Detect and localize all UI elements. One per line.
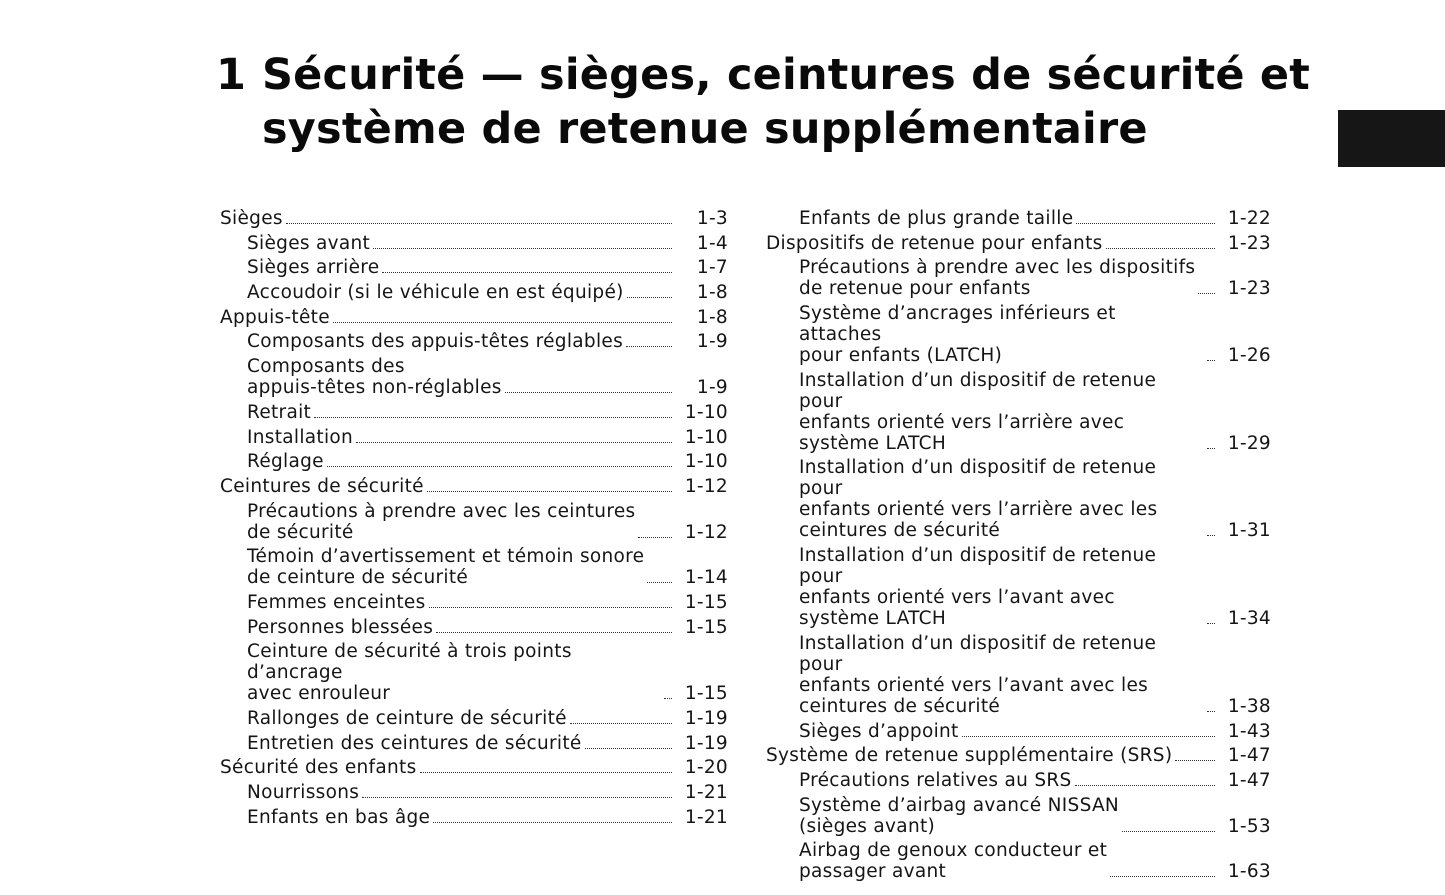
toc-entry-page: 1-38 bbox=[1227, 695, 1271, 717]
toc-entry-page: 1-19 bbox=[684, 732, 728, 754]
toc-left-column bbox=[220, 208, 728, 831]
toc-entry[interactable] bbox=[220, 427, 728, 448]
toc-entry-page: 1-10 bbox=[684, 401, 728, 423]
toc-entry-page: 1-9 bbox=[696, 377, 728, 399]
toc-entry-page: 1-63 bbox=[1227, 861, 1271, 883]
toc-dot-leader bbox=[1076, 223, 1215, 224]
toc-entry-page: 1-8 bbox=[696, 282, 728, 304]
toc-entry-label: Système d’airbag avancé NISSAN (sièges avant) bbox=[799, 794, 1120, 837]
toc-right-column bbox=[766, 208, 1271, 886]
toc-entry-page: 1-12 bbox=[684, 521, 728, 543]
toc-dot-leader bbox=[1207, 623, 1215, 624]
toc-dot-leader bbox=[436, 632, 672, 633]
toc-dot-leader bbox=[585, 748, 672, 749]
toc-entry[interactable] bbox=[766, 303, 1271, 366]
toc-entry-label: Retrait bbox=[247, 401, 312, 423]
toc-entry-page: 1-23 bbox=[1227, 232, 1271, 254]
toc-entry-label: Sièges arrière bbox=[247, 257, 380, 279]
toc-entry[interactable] bbox=[766, 770, 1271, 791]
toc-dot-leader bbox=[1175, 760, 1215, 761]
toc-entry-label: Accoudoir (si le véhicule en est équipé) bbox=[247, 282, 624, 304]
toc-entry-page: 1-29 bbox=[1227, 432, 1271, 454]
toc-entry[interactable] bbox=[766, 745, 1271, 766]
toc-entry[interactable] bbox=[766, 370, 1271, 454]
toc-dot-leader bbox=[647, 582, 672, 583]
toc-entry-page: 1-4 bbox=[696, 232, 728, 254]
toc-entry-label: Sièges d’appoint bbox=[799, 720, 959, 742]
toc-entry[interactable] bbox=[220, 641, 728, 704]
toc-entry-label: Ceintures de sécurité bbox=[220, 475, 424, 497]
toc-entry-page: 1-47 bbox=[1227, 745, 1271, 767]
toc-entry-page: 1-43 bbox=[1227, 720, 1271, 742]
toc-entry-label: Entretien des ceintures de sécurité bbox=[247, 732, 582, 754]
toc-entry-page: 1-22 bbox=[1227, 208, 1271, 229]
toc-dot-leader bbox=[664, 698, 672, 699]
toc-entry-label: Installation d’un dispositif de retenue pour enfants orienté vers l’avant avec système LATCH bbox=[799, 545, 1157, 630]
toc-entry-label: Système de retenue supplémentaire (SRS) bbox=[766, 745, 1173, 767]
toc-entry-page: 1-21 bbox=[684, 782, 728, 804]
toc-dot-leader bbox=[382, 272, 672, 273]
toc-entry-label: Enfants en bas âge bbox=[247, 806, 431, 828]
toc-entry[interactable] bbox=[220, 807, 728, 828]
toc-dot-leader bbox=[1207, 360, 1215, 361]
toc-dot-leader bbox=[1075, 785, 1215, 786]
toc-entry-page: 1-7 bbox=[696, 257, 728, 279]
toc-entry[interactable] bbox=[220, 282, 728, 303]
chapter-title-line-2: système de retenue supplémentaire bbox=[262, 104, 1148, 154]
toc-dot-leader bbox=[1110, 876, 1215, 877]
toc-entry-label: Nourrissons bbox=[247, 782, 360, 804]
toc-entry[interactable] bbox=[220, 782, 728, 803]
toc-entry-label: Précautions à prendre avec les dispositifs de retenue pour enfants bbox=[799, 257, 1196, 300]
toc-dot-leader bbox=[327, 466, 672, 467]
toc-entry[interactable] bbox=[220, 233, 728, 254]
toc-entry[interactable] bbox=[220, 501, 728, 543]
toc-entry-label: Composants des appuis-têtes réglables bbox=[247, 331, 624, 353]
toc-entry[interactable] bbox=[220, 757, 728, 778]
toc-entry-page: 1-20 bbox=[684, 757, 728, 779]
toc-entry-label: Femmes enceintes bbox=[247, 591, 426, 613]
toc-dot-leader bbox=[286, 223, 672, 224]
toc-dot-leader bbox=[427, 491, 672, 492]
toc-entry[interactable] bbox=[220, 402, 728, 423]
toc-entry-page: 1-21 bbox=[684, 806, 728, 828]
chapter-title-line-1 bbox=[216, 48, 1326, 102]
toc-dot-leader bbox=[1106, 248, 1215, 249]
toc-entry-page: 1-14 bbox=[684, 567, 728, 589]
toc-entry-label: Témoin d’avertissement et témoin sonore de ceinture de sécurité bbox=[247, 546, 645, 589]
toc-entry-label: Airbag de genoux conducteur et passager avant bbox=[799, 840, 1108, 883]
toc-entry[interactable] bbox=[766, 233, 1271, 254]
toc-entry-page: 1-15 bbox=[684, 616, 728, 638]
toc-dot-leader bbox=[373, 248, 672, 249]
toc-entry-label: Sièges bbox=[220, 208, 283, 229]
toc-dot-leader bbox=[1207, 711, 1215, 712]
toc-entry-page: 1-12 bbox=[684, 475, 728, 497]
toc-dot-leader bbox=[420, 772, 672, 773]
toc-entry-page: 1-23 bbox=[1227, 278, 1271, 300]
toc-entry[interactable] bbox=[220, 592, 728, 613]
toc-entry-label: Sécurité des enfants bbox=[220, 757, 417, 779]
toc-dot-leader bbox=[356, 442, 672, 443]
toc-entry-label: Dispositifs de retenue pour enfants bbox=[766, 232, 1103, 254]
toc-dot-leader bbox=[1207, 448, 1215, 449]
toc-entry[interactable] bbox=[220, 208, 728, 229]
toc-entry-page: 1-10 bbox=[684, 451, 728, 473]
toc-entry-label: Installation d’un dispositif de retenue pour enfants orienté vers l’avant avec les ceintures de sécurité bbox=[799, 632, 1157, 717]
toc-entry-label: Précautions relatives au SRS bbox=[799, 769, 1072, 791]
toc-dot-leader bbox=[1122, 831, 1215, 832]
toc-dot-leader bbox=[362, 797, 672, 798]
toc-entry-page: 1-53 bbox=[1227, 815, 1271, 837]
toc-dot-leader bbox=[314, 417, 672, 418]
chapter-title bbox=[216, 48, 1326, 156]
toc-entry-page: 1-19 bbox=[684, 708, 728, 729]
toc-dot-leader bbox=[429, 607, 672, 608]
toc-entry-page: 1-26 bbox=[1227, 345, 1271, 367]
toc-entry-label: Installation d’un dispositif de retenue pour enfants orienté vers l’arrière avec système LATCH bbox=[799, 369, 1157, 454]
toc-entry[interactable] bbox=[766, 257, 1271, 299]
toc-entry[interactable] bbox=[220, 451, 728, 472]
toc-entry-label: Installation d’un dispositif de retenue pour enfants orienté vers l’arrière avec les ceintures de sécurité bbox=[799, 457, 1158, 542]
toc-dot-leader bbox=[638, 537, 672, 538]
toc-dot-leader bbox=[1207, 535, 1215, 536]
toc-entry-label: Personnes blessées bbox=[247, 616, 434, 638]
toc-entry-page: 1-15 bbox=[684, 591, 728, 613]
toc-entry[interactable] bbox=[766, 208, 1271, 229]
toc-entry[interactable] bbox=[766, 840, 1271, 882]
toc-dot-leader bbox=[626, 346, 672, 347]
toc-entry-label: Enfants de plus grande taille bbox=[799, 208, 1074, 229]
toc-entry[interactable] bbox=[220, 476, 728, 497]
toc-dot-leader bbox=[627, 297, 672, 298]
toc-entry-label: Composants des appuis-têtes non-réglables bbox=[247, 356, 502, 399]
toc-entry[interactable] bbox=[220, 617, 728, 638]
toc-entry-page: 1-31 bbox=[1227, 520, 1271, 542]
toc-entry-label: Rallonges de ceinture de sécurité bbox=[247, 708, 567, 729]
chapter-number: 1 bbox=[216, 50, 247, 100]
toc-entry[interactable] bbox=[220, 331, 728, 352]
toc-entry-page: 1-34 bbox=[1227, 608, 1271, 630]
toc-entry[interactable] bbox=[220, 356, 728, 398]
toc-dot-leader bbox=[333, 322, 672, 323]
toc-entry[interactable] bbox=[220, 546, 728, 588]
toc-entry-page: 1-15 bbox=[684, 683, 728, 705]
toc-entry-page: 1-8 bbox=[696, 306, 728, 328]
toc-entry-label: Système d’ancrages inférieurs et attaches pour enfants (LATCH) bbox=[799, 303, 1116, 367]
toc-entry-label: Installation bbox=[247, 426, 354, 448]
toc-entry-page: 1-47 bbox=[1227, 769, 1271, 791]
toc-entry-page: 1-9 bbox=[696, 331, 728, 353]
chapter-title-text-1: Sécurité — sièges, ceintures de sécurité et bbox=[262, 50, 1311, 100]
toc-entry[interactable] bbox=[220, 307, 728, 328]
toc-entry-page: 1-10 bbox=[684, 426, 728, 448]
toc-entry-label: Précautions à prendre avec les ceintures de sécurité bbox=[247, 500, 636, 543]
toc-entry-label: Appuis-tête bbox=[220, 306, 330, 328]
toc-entry[interactable] bbox=[220, 708, 728, 729]
toc-entry[interactable] bbox=[220, 257, 728, 278]
toc-entry-label: Réglage bbox=[247, 451, 324, 473]
toc-entry[interactable] bbox=[220, 733, 728, 754]
toc-entry-page: 1-3 bbox=[696, 208, 728, 229]
toc-entry[interactable] bbox=[766, 457, 1271, 541]
toc-dot-leader bbox=[505, 392, 672, 393]
chapter-tab-marker bbox=[1338, 110, 1445, 167]
toc-entry[interactable] bbox=[766, 721, 1271, 742]
toc-dot-leader bbox=[433, 822, 672, 823]
toc-entry-label: Ceinture de sécurité à trois points d’ancrage avec enrouleur bbox=[247, 641, 572, 705]
toc-entry[interactable] bbox=[766, 545, 1271, 629]
toc-dot-leader bbox=[570, 723, 672, 724]
toc-entry[interactable] bbox=[766, 633, 1271, 717]
toc-entry[interactable] bbox=[766, 795, 1271, 837]
toc-dot-leader bbox=[962, 736, 1215, 737]
toc-dot-leader bbox=[1198, 293, 1215, 294]
toc-entry-label: Sièges avant bbox=[247, 232, 371, 254]
